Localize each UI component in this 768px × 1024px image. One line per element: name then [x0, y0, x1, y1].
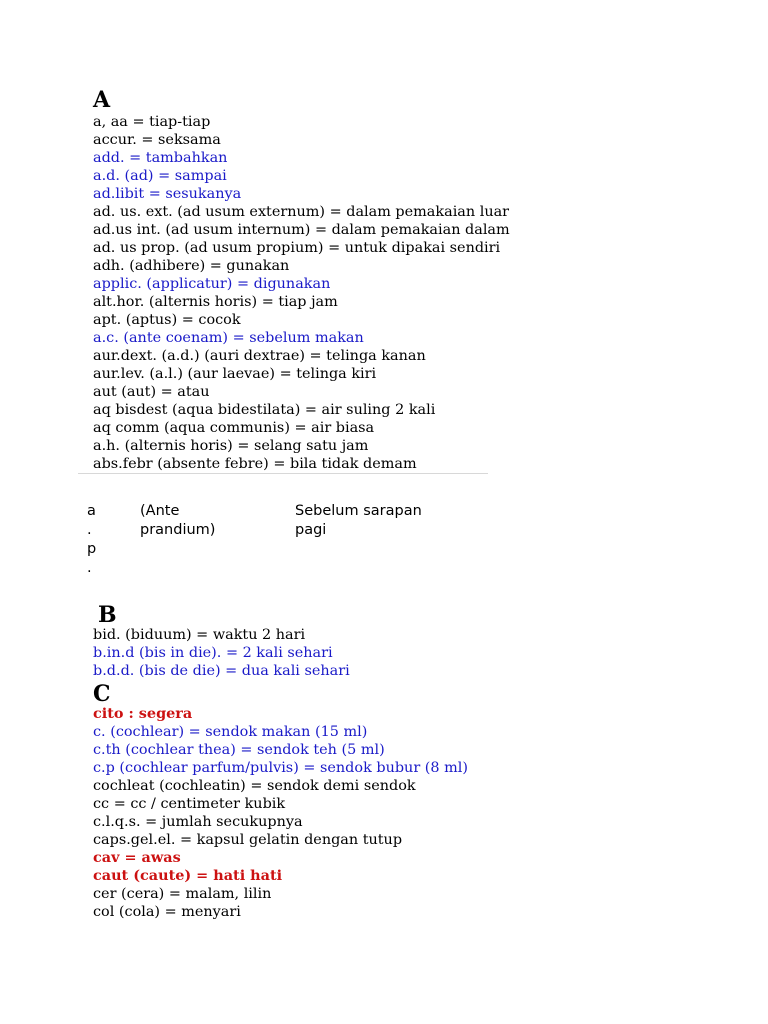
table-cell-abbrev: .	[87, 560, 92, 576]
entry-line: c. (cochlear) = sendok makan (15 ml)	[93, 724, 368, 740]
entry-line: alt.hor. (alternis horis) = tiap jam	[93, 294, 338, 310]
heading-a: A	[93, 87, 111, 113]
table-cell-latin: prandium)	[140, 522, 216, 538]
divider	[78, 473, 488, 474]
entry-line: b.in.d (bis in die). = 2 kali sehari	[93, 645, 333, 661]
entry-line: ad.libit = sesukanya	[93, 186, 242, 202]
entry-line: c.th (cochlear thea) = sendok teh (5 ml)	[93, 742, 385, 758]
entry-line: abs.febr (absente febre) = bila tidak demam	[93, 456, 417, 472]
entry-line: adh. (adhibere) = gunakan	[93, 258, 290, 274]
entry-line: c.l.q.s. = jumlah secukupnya	[93, 814, 303, 830]
entry-line: aur.dext. (a.d.) (auri dextrae) = telinga kanan	[93, 348, 426, 364]
entry-line: accur. = seksama	[93, 132, 221, 148]
entry-line: applic. (applicatur) = digunakan	[93, 276, 331, 292]
entry-line: aur.lev. (a.l.) (aur laevae) = telinga kiri	[93, 366, 377, 382]
entry-line: ad. us. ext. (ad usum externum) = dalam pemakaian luar	[93, 204, 510, 220]
entry-line: a.d. (ad) = sampai	[93, 168, 227, 184]
entry-line: aq bisdest (aqua bidestilata) = air suling 2 kali	[93, 402, 436, 418]
entry-line: add. = tambahkan	[93, 150, 228, 166]
entry-line: cc = cc / centimeter kubik	[93, 796, 286, 812]
entry-line: caps.gel.el. = kapsul gelatin dengan tutup	[93, 832, 403, 848]
entry-line: aq comm (aqua communis) = air biasa	[93, 420, 375, 436]
entry-line: a, aa = tiap-tiap	[93, 114, 211, 130]
entry-line: bid. (biduum) = waktu 2 hari	[93, 627, 306, 643]
entry-line: c.p (cochlear parfum/pulvis) = sendok bubur (8 ml)	[93, 760, 468, 776]
table-cell-abbrev: .	[87, 522, 92, 538]
entry-line: aut (aut) = atau	[93, 384, 210, 400]
table-cell-abbrev: a	[87, 503, 96, 519]
table-cell-abbrev: p	[87, 541, 97, 557]
entry-line: cito : segera	[93, 705, 193, 722]
entry-line: apt. (aptus) = cocok	[93, 312, 241, 328]
entry-line: ad.us int. (ad usum internum) = dalam pemakaian dalam	[93, 222, 510, 238]
entry-line: cav = awas	[93, 849, 181, 866]
heading-c: C	[93, 681, 111, 707]
table-cell-meaning: pagi	[295, 522, 327, 538]
entry-line: a.c. (ante coenam) = sebelum makan	[93, 330, 364, 346]
entry-line: caut (caute) = hati hati	[93, 867, 283, 884]
entry-line: b.d.d. (bis de die) = dua kali sehari	[93, 663, 350, 679]
entry-line: col (cola) = menyari	[93, 904, 241, 920]
entry-line: a.h. (alternis horis) = selang satu jam	[93, 438, 369, 454]
heading-b: B	[98, 602, 117, 628]
entry-line: cochleat (cochleatin) = sendok demi sendok	[93, 778, 416, 794]
table-cell-meaning: Sebelum sarapan	[295, 503, 422, 519]
entry-line: ad. us prop. (ad usum propium) = untuk dipakai sendiri	[93, 240, 501, 256]
entry-line: cer (cera) = malam, lilin	[93, 886, 272, 902]
table-cell-latin: (Ante	[140, 503, 180, 519]
